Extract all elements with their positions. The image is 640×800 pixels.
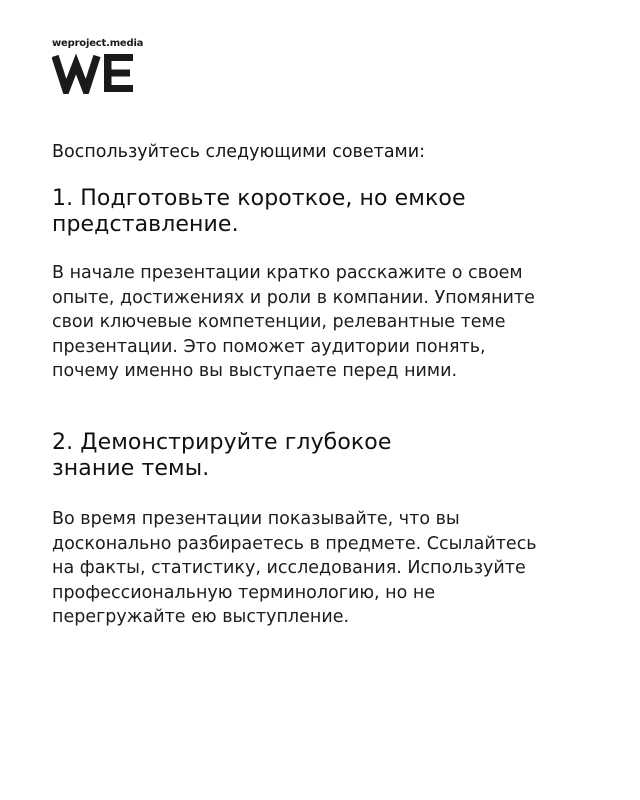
intro-text: Воспользуйтесь следующими советами: [52,142,426,162]
tip-2-heading-line: знание темы. [52,456,210,481]
tip-1-body [52,261,612,384]
tip-1-body-line: опыте, достижениях и роли в компании. Упомяните [52,287,535,308]
tip-1-body-line: почему именно вы выступаете перед ними. [52,361,458,381]
tip-1-heading [52,186,592,238]
tip-1-heading-line: 1. Подготовьте короткое, но емкое [52,186,466,211]
tip-2-heading [52,430,592,482]
tip-2-body-line: на факты, статистику, исследования. Используйте [52,558,526,578]
tip-2-body-line: перегружайте ею выступление. [52,607,350,627]
brand-logo [52,38,142,94]
tip-2-body-line: Во время презентации показывайте, что вы [52,509,460,529]
brand-site: weproject.media [52,38,144,49]
tip-2-body-line: профессиональную терминологию, но не [52,582,436,603]
tip-2-heading-line: 2. Демонстрируйте глубокое [52,430,392,455]
tip-1-body-line: свои ключевые компетенции, релевантные теме [52,312,506,332]
tip-1-body-line: презентации. Это поможет аудитории понять, [52,336,486,357]
tip-2-body [52,507,612,630]
tip-1-body-line: В начале презентации кратко расскажите о своем [52,263,523,283]
tip-1-heading-line: представление. [52,212,239,237]
tip-2-body-line: досконально разбираетесь в предмете. Ссылайтесь [52,533,537,554]
we-logo-mark [52,52,136,94]
